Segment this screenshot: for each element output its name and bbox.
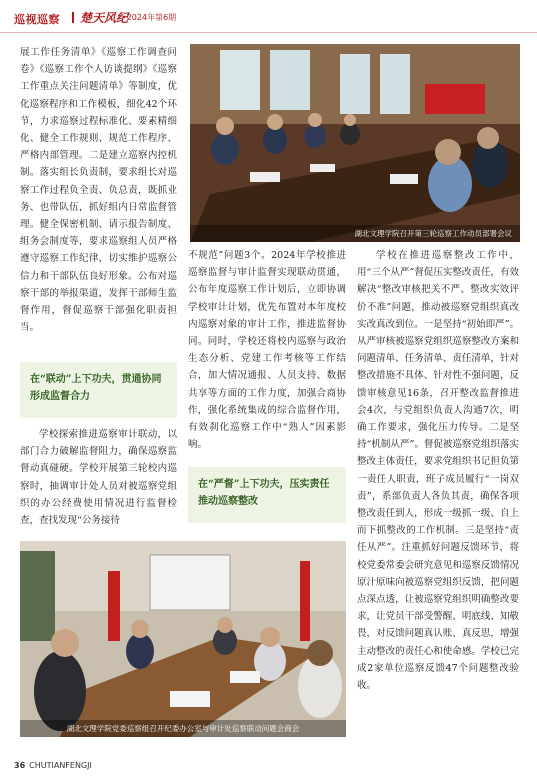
subheading-linkage: 在“联动”上下功夫，贯通协同形成监督合力 xyxy=(20,362,177,418)
body-text-col3 xyxy=(357,247,519,694)
paragraph: 展工作任务清单》《巡察工作调查问卷》《巡察工作个人访谈提纲》《巡察工作重点关注问题清单》等制度，优化巡察程序和工作模板，细化42个环节，力求巡察过程标准化、要素精细化、健全工作规则、规范工作程序、严格内部管理。二是建立巡察内控机制。落实组长负责制，要求组长对巡察工作过程负全责、负总责，既抓业务、也带队伍，抓好组内日常监督管理。健全保密机制、请示报告制度、组务会制度等，要求巡察组人员严格遵守巡察工作纪律，切实维护巡察公信力和干部队伍良好形象。公布对巡察干部的举报渠道，发挥干部师生监督作用，督促巡察干部强化职责担当。 xyxy=(20,47,177,334)
magazine-name-en: CHUTIANFENGJI xyxy=(29,761,92,770)
photo-caption: 湖北文理学院党委巡察组召开纪委办公室与审计处巡察联动问题会商会 xyxy=(20,720,346,737)
body-text-col1-top xyxy=(20,44,177,336)
subheading-supervision: 在“严督”上下功夫，压实责任推动巡察整改 xyxy=(188,467,346,523)
issue-label: •2024年第6期 xyxy=(122,13,177,22)
header-rule xyxy=(0,32,537,33)
paragraph: 学校在推进巡察整改工作中，用“三个从严”督促压实整改责任，有效解决“整改审核把关不严、整改实效评价不准”问题，推动被巡察党组织真改实改真改到位。一是坚持“初始即严”。从严审核被巡察党组织巡察整改方案和问题清单、任务清单、责任清单，针对整改措施不具体、针对性不强问题，反馈审核意见16条，召开整改监督推进会4次，与党组织负责人沟通7次，明确工作要求，强化压力传导。二是坚持“机制从严”。督促被巡察党组织落实整改主体责任，要求党组织书记担负第一责任人职责，班子成员履行“一岗双责”，系部负责人各负其责，确保各项整改责任到人，形成一级抓一级、自上而下抓整改的工作机制。三是坚持“责任从严”。注重抓好问题反馈环节，将校党委常委会研究意见和巡察反馈情况原汁原味向被巡察党组织反馈，把问题点深点透，让被巡察党组织明确整改要求，让党员干部受警醒、明底线、知敬畏，对反馈问题真认账、真反思，增强主动整改的责任心和使命感。学校已完成2家单位巡察反馈47个问题整改验收。 xyxy=(357,250,519,692)
meeting-photo-2 xyxy=(20,541,346,737)
meeting-photo-1 xyxy=(190,44,520,242)
meeting-photo-2-image xyxy=(20,541,346,737)
page-footer xyxy=(14,761,92,770)
magazine-title: 楚天风纪 xyxy=(80,11,129,25)
paragraph: 学校探索推进巡察审计联动，以部门合力破解监督阻力，确保巡察监督动真碰硬。学校开展第三轮校内巡察时，抽调审计处人员对被巡察党组织的办公经费使用情况进行监督检查，查找发现“公务接待 xyxy=(20,429,177,527)
header-divider xyxy=(72,12,74,23)
body-text-col1-bottom xyxy=(20,426,177,529)
paragraph: 不规范”问题3个。2024年学校推进巡察监督与审计监督实现联动贯通，公布年度巡察工作计划后，立即协调学校审计计划，优先布置对本年度校内巡察对象的审计工作，推进监督协同。同时，学校还将校内巡察与政治生态分析、党建工作考核等工作结合，加大情况通报、人员支持、数据共享等方面的工作力度，加强合商协作，强化系统集成的综合监督作用，有效刹化巡察工作中“熟人”因素影响。 xyxy=(188,250,346,451)
body-text-col2 xyxy=(188,247,346,453)
column-title: 巡视巡察 xyxy=(14,13,60,26)
page-number: 36 xyxy=(14,761,26,770)
meeting-photo-1-image xyxy=(190,44,520,242)
page-header xyxy=(0,0,537,34)
photo-caption: 湖北文理学院召开第三轮巡察工作动员部署会议 xyxy=(190,225,520,242)
